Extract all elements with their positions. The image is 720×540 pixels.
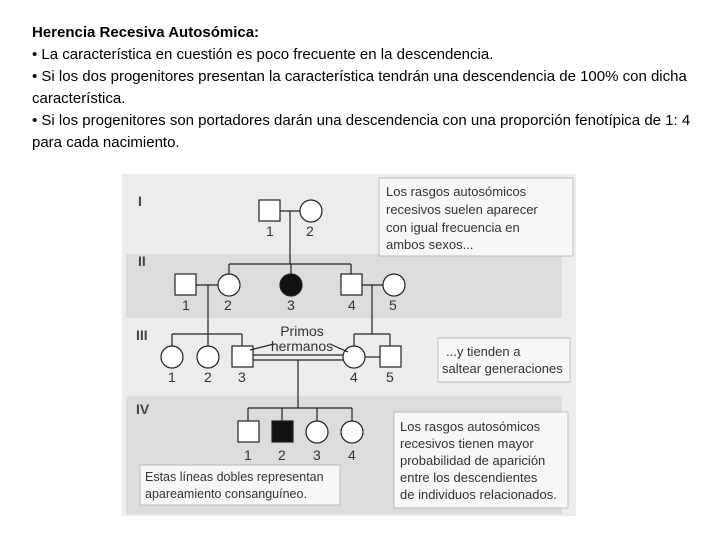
affected-male-IV-2	[272, 421, 293, 442]
heading: Herencia Recesiva Autosómica:	[32, 24, 260, 41]
label-I-2: 2	[306, 223, 314, 239]
note-bottom-line-2: recesivos tienen mayor	[400, 436, 534, 451]
note-bottom-line-4: entre los descendientes	[400, 470, 538, 485]
pedigree-figure	[122, 174, 576, 521]
male-IV-1	[238, 421, 259, 442]
gen-label-II: II	[138, 253, 146, 269]
note-double-line-2: apareamiento consanguíneo.	[145, 487, 307, 501]
note-bottom-line-1: Los rasgos autosómicos	[400, 419, 541, 434]
female-III-2	[197, 346, 219, 368]
bullet-3: • Si los progenitores son portadores darán una descendencia con una proporción fenotípica de 1: 4 para cada nacimiento.	[32, 112, 691, 151]
label-III-2: 2	[204, 369, 212, 385]
label-III-5: 5	[386, 369, 394, 385]
note-middle-line-2: saltear generaciones	[442, 361, 563, 376]
male-III-3	[232, 346, 253, 367]
note-top-line-1: Los rasgos autosómicos	[386, 184, 527, 199]
female-III-1	[161, 346, 183, 368]
note-top-line-3: con igual frecuencia en	[386, 220, 520, 235]
pedigree-diagram	[122, 174, 576, 516]
label-IV-3: 3	[313, 447, 321, 463]
note-bottom-line-5: de individuos relacionados.	[400, 487, 557, 502]
gen-label-III: III	[136, 327, 148, 343]
bullet-1: • La característica en cuestión es poco frecuente en la descendencia.	[32, 46, 494, 63]
cousins-label-line-2: hermanos	[270, 338, 334, 354]
affected-female-II-3	[280, 274, 302, 296]
gen-label-IV: IV	[136, 401, 150, 417]
female-I-2	[300, 200, 322, 222]
label-IV-4: 4	[348, 447, 356, 463]
bullet-2: • Si los dos progenitores presentan la característica tendrán una descendencia de 100% con dicha característica.	[32, 68, 687, 107]
male-III-5	[380, 346, 401, 367]
male-II-4	[341, 274, 362, 295]
female-III-4	[343, 346, 365, 368]
note-top-line-2: recesivos suelen aparecer	[386, 202, 538, 217]
label-II-1: 1	[182, 297, 190, 313]
female-IV-4	[341, 421, 363, 443]
text-block	[32, 22, 692, 154]
note-bottom-line-3: probabilidad de aparición	[400, 453, 546, 468]
label-II-4: 4	[348, 297, 356, 313]
note-double-line-1: Estas líneas dobles representan	[145, 470, 324, 484]
label-IV-2: 2	[278, 447, 286, 463]
label-II-3: 3	[287, 297, 295, 313]
label-III-1: 1	[168, 369, 176, 385]
note-middle-line-1: ...y tienden a	[446, 344, 521, 359]
label-III-4: 4	[350, 369, 358, 385]
label-II-2: 2	[224, 297, 232, 313]
label-II-5: 5	[389, 297, 397, 313]
note-top-line-4: ambos sexos...	[386, 237, 474, 252]
label-III-3: 3	[238, 369, 246, 385]
label-IV-1: 1	[244, 447, 252, 463]
female-II-2	[218, 274, 240, 296]
gen-label-I: I	[138, 193, 142, 209]
label-I-1: 1	[266, 223, 274, 239]
female-IV-3	[306, 421, 328, 443]
male-I-1	[259, 200, 280, 221]
female-II-5	[383, 274, 405, 296]
cousins-label-line-1: Primos	[280, 323, 324, 339]
male-II-1	[175, 274, 196, 295]
